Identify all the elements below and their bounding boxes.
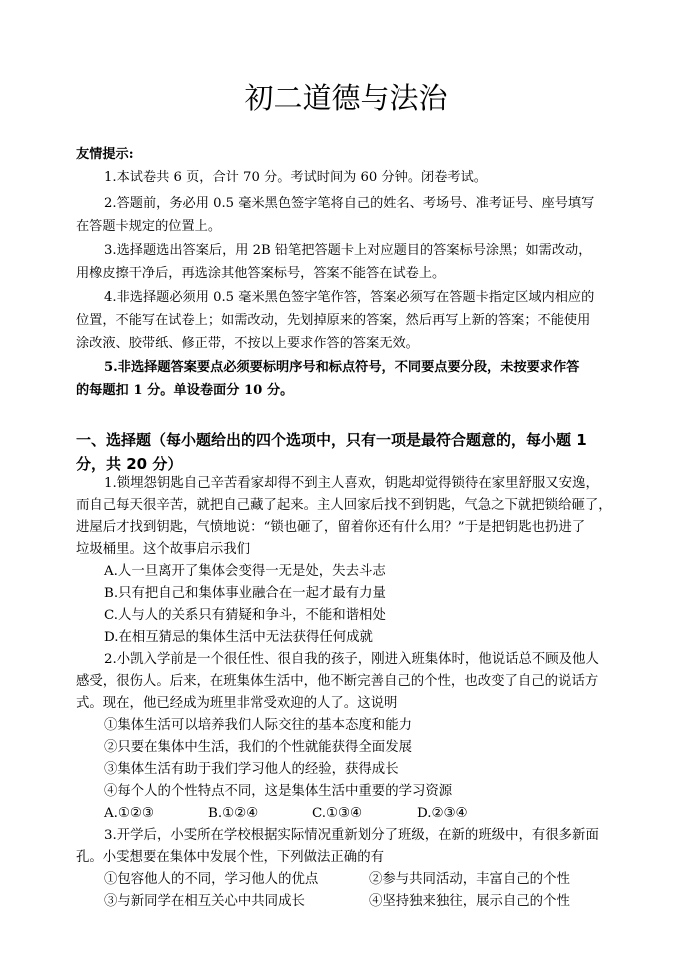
statement-item: ④每个人的个性特点不同，这是集体生活中重要的学习资源 bbox=[104, 784, 453, 799]
answer-option: D.在相互猜忌的集体生活中无法获得任何成就 bbox=[104, 630, 373, 645]
tip-line: 1.本试卷共 6 页，合计 70 分。考试时间为 60 分钟。闭卷考试。 bbox=[104, 170, 487, 185]
question-stem: 垃圾桶里。这个故事启示我们 bbox=[76, 542, 251, 557]
answer-option: D.②③④ bbox=[417, 806, 468, 821]
section-heading-cont: 分，共 20 分） bbox=[76, 455, 183, 473]
answer-option: B.①②④ bbox=[208, 806, 259, 821]
tip-line: 5.非选择题答案要点必须要标明序号和标点符号，不同要点要分段，未按要求作答 bbox=[104, 360, 580, 375]
statement-item: ④坚持独来独往，展示自己的个性 bbox=[369, 894, 570, 909]
question-stem: 而自己每天很辛苦，就把自己藏了起来。主人回家后找不到钥匙，气急之下就把锁给砸了， bbox=[76, 498, 612, 513]
tip-line: 涂改液、胶带纸、修正带，不按以上要求作答的答案无效。 bbox=[76, 336, 419, 351]
tip-line: 在答题卡规定的位置上。 bbox=[76, 219, 222, 234]
tip-line: 3.选择题选出答案后，用 2B 铅笔把答题卡上对应题目的答案标号涂黑；如需改动， bbox=[104, 243, 592, 258]
statement-item: ①集体生活可以培养我们人际交往的基本态度和能力 bbox=[104, 718, 412, 733]
answer-option: C.①③④ bbox=[312, 806, 363, 821]
question-stem: 3.开学后，小雯所在学校根据实际情况重新划分了班级，在新的班级中，有很多新面 bbox=[104, 828, 599, 843]
answer-option: C.人与人的关系只有猜疑和争斗，不能和谐相处 bbox=[104, 608, 386, 623]
answer-option: A.①②③ bbox=[104, 806, 154, 821]
question-stem: 感受，很伤人。后来，在班集体生活中，他不断完善自己的个性，也改变了自己的说话方 bbox=[76, 674, 599, 689]
tip-line: 2.答题前，务必用 0.5 毫米黑色签字笔将自己的姓名、考场号、准考证号、座号填写 bbox=[104, 196, 595, 211]
question-stem: 进屋后才找到钥匙，气愤地说：“锁也砸了，留着你还有什么用？”于是把钥匙也扔进了 bbox=[76, 520, 586, 535]
question-stem: 1.锁埋怨钥匙自己辛苦看家却得不到主人喜欢，钥匙却觉得锁待在家里舒服又安逸， bbox=[104, 476, 599, 491]
statement-item: ①包容他人的不同，学习他人的优点 bbox=[104, 872, 319, 887]
statement-item: ②参与共同活动，丰富自己的个性 bbox=[369, 872, 570, 887]
tip-line: 的每题扣 1 分。单设卷面分 10 分。 bbox=[76, 383, 294, 398]
statement-item: ③与新同学在相互关心中共同成长 bbox=[104, 894, 305, 909]
tip-line: 位置，不能写在试卷上；如需改动，先划掉原来的答案，然后再写上新的答案；不能使用 bbox=[76, 313, 591, 328]
tip-line: 用橡皮擦干净后，再选涂其他答案标号，答案不能答在试卷上。 bbox=[76, 266, 446, 281]
page-title: 初二道德与法治 bbox=[244, 81, 448, 115]
tips-heading: 友情提示: bbox=[76, 147, 134, 162]
question-stem: 式。现在，他已经成为班里非常受欢迎的人了。这说明 bbox=[76, 696, 398, 711]
statement-item: ③集体生活有助于我们学习他人的经验，获得成长 bbox=[104, 762, 399, 777]
section-heading: 一、选择题（每小题给出的四个选项中，只有一项是最符合题意的，每小题 1 bbox=[76, 431, 587, 449]
tip-line: 4.非选择题必须用 0.5 毫米黑色签字笔作答，答案必须写在答题卡指定区域内相应的 bbox=[104, 290, 595, 305]
question-stem: 孔。小雯想要在集体中发展个性，下列做法正确的有 bbox=[76, 850, 384, 865]
statement-item: ②只要在集体中生活，我们的个性就能获得全面发展 bbox=[104, 740, 412, 755]
question-stem: 2.小凯入学前是一个很任性、很自我的孩子，刚进入班集体时，他说话总不顾及他人 bbox=[104, 652, 599, 667]
answer-option: B.只有把自己和集体事业融合在一起才最有力量 bbox=[104, 586, 386, 601]
answer-option: A.人一旦离开了集体会变得一无是处，失去斗志 bbox=[104, 564, 386, 579]
